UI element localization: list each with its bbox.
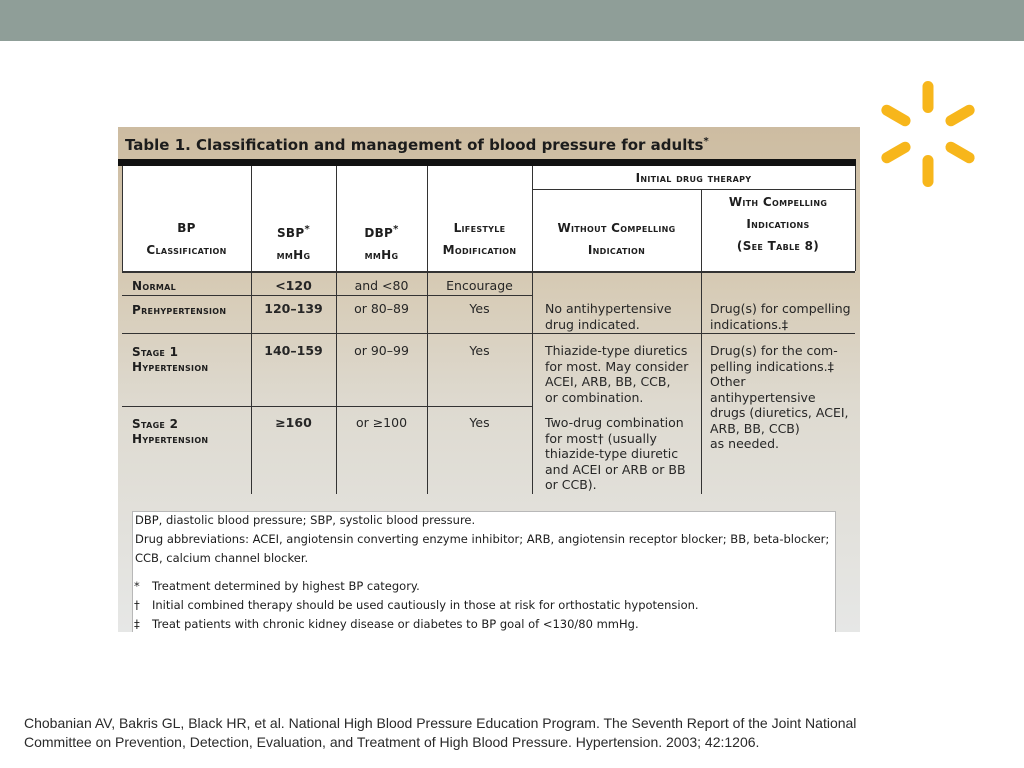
cell-lifestyle: Encourage [446,278,513,293]
col-divider [855,166,856,271]
col-divider [532,166,533,494]
header-bottom-rule [122,271,855,273]
cell-sbp: 120–139 [264,301,323,316]
footnote: † Initial combined therapy should be used cautiously in those at risk for orthostatic hypotension. [134,598,699,612]
row-label-normal: Normal [132,279,177,293]
row-divider [122,406,532,407]
cell-sbp: ≥160 [275,415,312,430]
col-divider [251,166,252,494]
cell-dbp: or 90–99 [354,343,409,358]
row-label-stage-1: Stage 1 Hypertension [132,345,209,374]
footnote: * Treatment determined by highest BP category. [134,579,420,593]
col-divider [427,166,428,494]
header-sbp: SBP* mmHg [276,224,311,262]
table-title: Table 1. Classification and management of blood pressure for adults* [125,136,709,154]
footnote: ‡ Treat patients with chronic kidney disease or diabetes to BP goal of <130/80 mmHg. [134,617,639,631]
note-drug-abbreviations-cont: CCB, calcium channel blocker. [135,551,309,565]
spark-logo-icon [874,78,982,190]
cell-dbp: and <80 [354,278,409,293]
cell-without-compelling: Thiazide-type diuretics for most. May consider ACEI, ARB, BB, CCB, or combination. [545,343,689,405]
cell-dbp: or 80–89 [354,301,409,316]
cell-lifestyle: Yes [469,343,490,358]
row-divider [122,295,532,296]
header-with-compelling: With Compelling Indications (See Table 8) [728,195,828,253]
row-label-stage-2: Stage 2 Hypertension [132,417,209,446]
note-drug-abbreviations: Drug abbreviations: ACEI, angiotensin converting enzyme inhibitor; ARB, angiotensin receptor blocker; BB, beta-blocker; [135,532,830,546]
cell-lifestyle: Yes [469,415,490,430]
note-abbreviations: DBP, diastolic blood pressure; SBP, systolic blood pressure. [135,513,476,527]
header-dbp: DBP* mmHg [364,224,399,262]
row-label-prehypertension: Prehypertension [132,303,227,317]
table-notes [132,511,836,632]
header-initial-drug-therapy: Initial drug therapy [635,171,752,185]
cell-dbp: or ≥100 [355,415,408,430]
col-divider [336,166,337,494]
cell-with-compelling: Drug(s) for the com- pelling indications.‡ Other antihypertensive drugs (diuretics, ACEI, ARB, BB, CCB) as needed. [710,343,849,451]
cell-without-compelling: No antihypertensive drug indicated. [545,301,672,332]
row-divider [122,333,855,334]
title-rule [118,159,856,166]
header-without-compelling: Without Compelling Indication [557,221,676,257]
cell-lifestyle: Yes [469,301,490,316]
cell-sbp: <120 [275,278,312,293]
initial-drug-rule [532,189,855,190]
bp-classification-table [118,127,860,632]
citation: Chobanian AV, Bakris GL, Black HR, et al. National High Blood Pressure Education Program. The Seventh Report of the Joint National Committee on Prevention, Detection, Evaluation, and Treatment of High Blood Pressure. Hypertension. 2003; 42:1206. [24,715,857,750]
cell-with-compelling: Drug(s) for compelling indications.‡ [710,301,851,332]
header-bp-classification: BP Classification [146,221,227,257]
header-bar [0,0,1024,41]
cell-without-compelling: Two-drug combination for most† (usually thiazide-type diuretic and ACEI or ARB or BB or CCB). [545,415,686,492]
cell-sbp: 140–159 [264,343,323,358]
header-lifestyle-modification: Lifestyle Modification [442,221,517,257]
